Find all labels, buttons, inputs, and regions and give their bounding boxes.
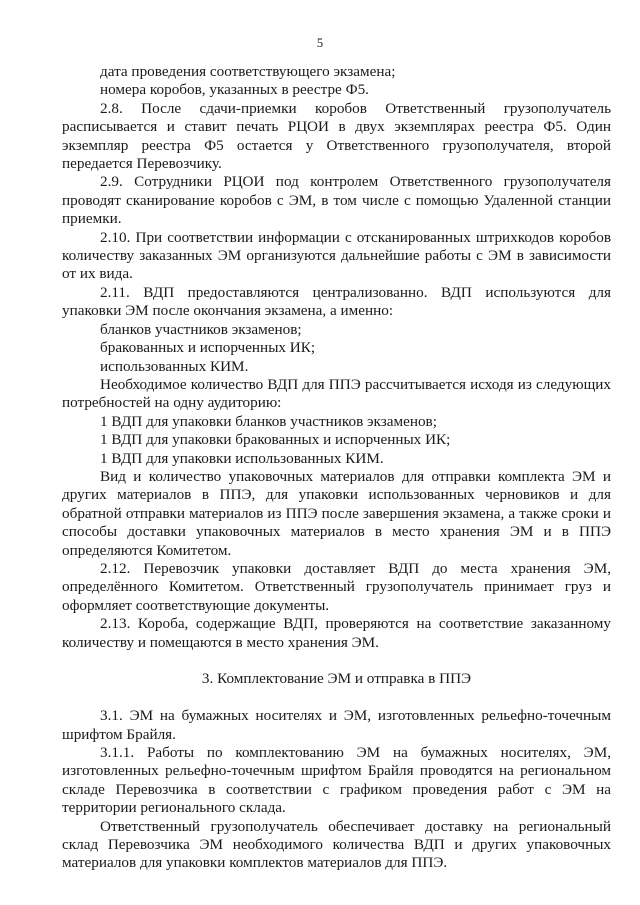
list-item-vdp-defective-ik: 1 ВДП для упаковки бракованных и испорченных ИК;	[100, 431, 451, 449]
section-heading: 3. Комплектование ЭМ и отправка в ППЭ	[201, 670, 472, 688]
clause-2-10: 2.10. При соответствии информации с отсканированных штрихкодов коробов количеству заказанных ЭМ организуются дальнейшие работы с ЭМ в зависимости от их вида.	[62, 228, 611, 283]
list-item-blanks: бланков участников экзаменов;	[100, 320, 302, 338]
clause-3-1-1: 3.1.1. Работы по комплектованию ЭМ на бумажных носителях, ЭМ, изготовленных рельефно-точечным шрифтом Брайля проводятся на региональном складе Перевозчика в соответствии с графиком проведения работ с ЭМ на территории регионального склада.	[62, 744, 611, 817]
list-item-defective-ik: бракованных и испорченных ИК;	[100, 339, 316, 357]
clause-2-8: 2.8. После сдачи-приемки коробов Ответственный грузополучатель расписывается и ставит печать РЦОИ в двух экземплярах реестра Ф5. Один экземпляр реестра Ф5 остается у Ответственного грузополучателя, второй передается Перевозчику.	[62, 99, 611, 173]
clause-2-9: 2.9. Сотрудники РЦОИ под контролем Ответственного грузополучателя проводят сканирование коробов с ЭМ, в том числе с помощью Удаленной станции приемки.	[62, 173, 611, 228]
paragraph-delivery: Ответственный грузополучатель обеспечивает доставку на региональный склад Перевозчика ЭМ необходимого количества ВДП и других упаковочных материалов для упаковки комплектов материалов для ППЭ.	[62, 817, 611, 872]
clause-2-11: 2.11. ВДП предоставляются централизованно. ВДП используются для упаковки ЭМ после окончания экзамена, а именно:	[62, 283, 611, 320]
paragraph-packaging-materials: Вид и количество упаковочных материалов для отправки комплекта ЭМ и других материалов в ППЭ, для упаковки использованных черновиков и для обратной отправки материалов из ППЭ после завершения экзамена, а также сроки и способы доставки упаковочных материалов в место хранения ЭМ и в ППЭ определяются Комитетом.	[62, 467, 611, 559]
list-item-exam-date: дата проведения соответствующего экзамена;	[100, 63, 396, 80]
clause-2-12: 2.12. Перевозчик упаковки доставляет ВДП до места хранения ЭМ, определённого Комитетом. Ответственный грузополучатель принимает груз и оформляет соответствующие документы.	[62, 559, 611, 614]
clause-2-13: 2.13. Короба, содержащие ВДП, проверяются на соответствие заказанному количеству и помещаются в место хранения ЭМ.	[62, 615, 611, 651]
clause-3-1: 3.1. ЭМ на бумажных носителях и ЭМ, изготовленных рельефно-точечным шрифтом Брайля.	[62, 707, 611, 743]
paragraph-vdp-quantity: Необходимое количество ВДП для ППЭ рассчитывается исходя из следующих потребностей на одну аудиторию:	[62, 375, 611, 412]
list-item-box-numbers: номера коробов, указанных в реестре Ф5.	[100, 81, 369, 99]
list-item-vdp-used-kim: 1 ВДП для упаковки использованных КИМ.	[100, 449, 384, 467]
page-number: 5	[316, 36, 324, 50]
list-item-vdp-blanks: 1 ВДП для упаковки бланков участников экзаменов;	[100, 412, 437, 430]
list-item-used-kim: использованных КИМ.	[100, 357, 249, 375]
document-body	[62, 63, 611, 873]
